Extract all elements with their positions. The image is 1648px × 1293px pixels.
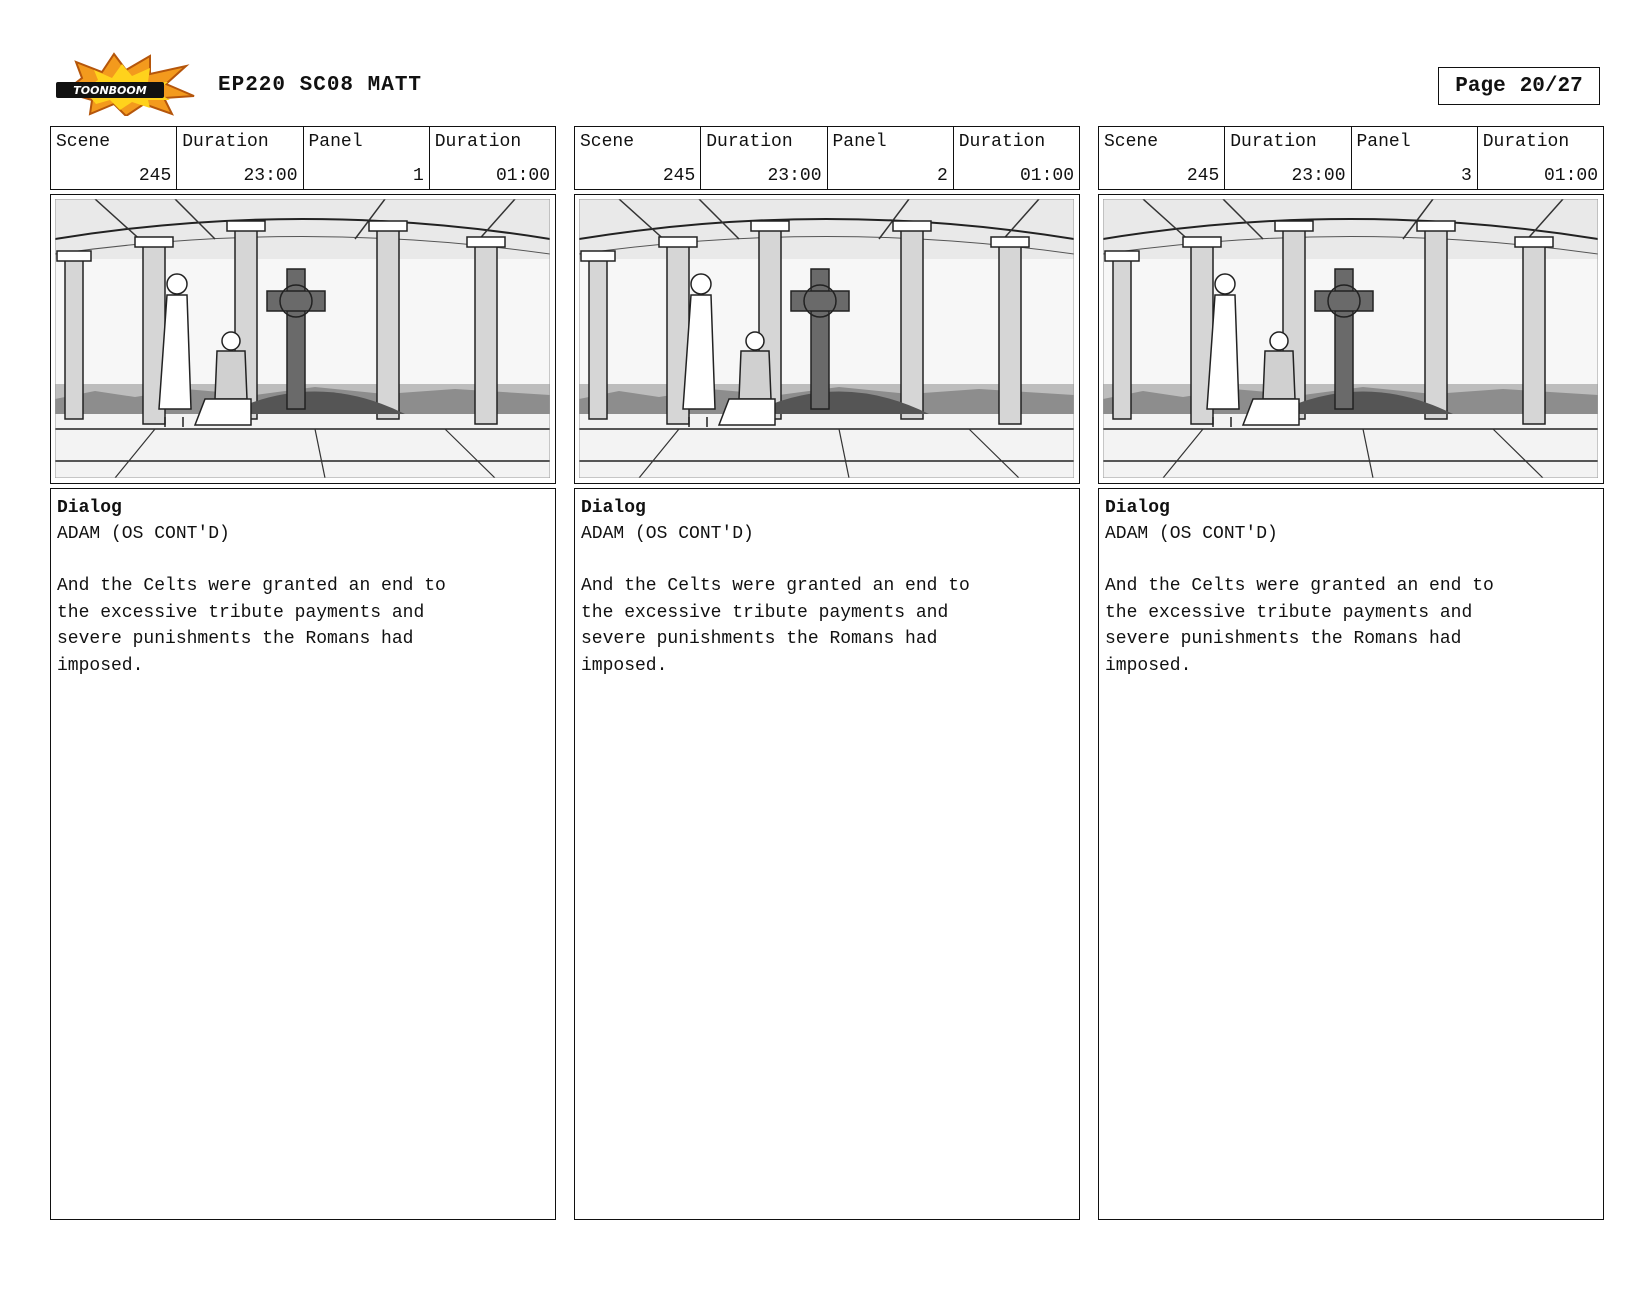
panel-cell [304, 127, 430, 189]
panel-cell [828, 127, 954, 189]
storyboard-image [574, 194, 1080, 484]
panel-value: 1 [412, 166, 424, 186]
page-indicator [1438, 67, 1600, 105]
panel-duration-label: Duration [1482, 132, 1570, 152]
dialog-text: And the Celts were granted an end to the excessive tribute payments and severe punishments the Romans had imposed. [581, 576, 970, 676]
panel-label: Panel [832, 132, 887, 152]
scene-duration-label: Duration [1230, 132, 1317, 152]
panel-meta [1098, 126, 1604, 190]
scene-cell [51, 127, 177, 189]
scene-value: 245 [1186, 166, 1220, 186]
scene-duration-label: Duration [182, 132, 269, 152]
panel-meta [50, 126, 556, 190]
page-number: 20/27 [1519, 74, 1583, 98]
scene-duration-cell [1225, 127, 1351, 189]
dialog-box [574, 488, 1080, 1220]
toonboom-logo [54, 52, 198, 116]
panel-duration-value: 01:00 [1019, 166, 1074, 186]
scene-cell [575, 127, 701, 189]
scene-label: Scene [1104, 132, 1159, 152]
dialog-box [1098, 488, 1604, 1220]
panel-value: 2 [936, 166, 948, 186]
scene-value: 245 [138, 166, 172, 186]
panel-cell [1352, 127, 1478, 189]
scene-duration-cell [701, 127, 827, 189]
scene-duration-cell [177, 127, 303, 189]
storyboard-image [1098, 194, 1604, 484]
speaker-name: ADAM (OS CONT'D) [57, 524, 230, 544]
logo-text: TOONBOOM [73, 84, 147, 97]
panel-duration-value: 01:00 [495, 166, 550, 186]
scene-duration-value: 23:00 [1291, 166, 1346, 186]
document-title: EP220 SC08 MATT [218, 74, 423, 97]
scene-value: 245 [662, 166, 696, 186]
panel-duration-cell [954, 127, 1079, 189]
dialog-box [50, 488, 556, 1220]
dialog-label: Dialog [581, 498, 646, 518]
panel-duration-value: 01:00 [1543, 166, 1598, 186]
storyboard-image [50, 194, 556, 484]
panel-duration-cell [430, 127, 555, 189]
panel-meta [574, 126, 1080, 190]
speaker-name: ADAM (OS CONT'D) [581, 524, 754, 544]
scene-duration-value: 23:00 [243, 166, 298, 186]
panel-value: 3 [1460, 166, 1472, 186]
dialog-label: Dialog [57, 498, 122, 518]
panel-label: Panel [308, 132, 363, 152]
dialog-label: Dialog [1105, 498, 1170, 518]
scene-duration-value: 23:00 [767, 166, 822, 186]
speaker-name: ADAM (OS CONT'D) [1105, 524, 1278, 544]
scene-duration-label: Duration [706, 132, 793, 152]
scene-cell [1099, 127, 1225, 189]
page-label: Page [1455, 74, 1506, 98]
dialog-text: And the Celts were granted an end to the excessive tribute payments and severe punishments the Romans had imposed. [57, 576, 446, 676]
panel-duration-label: Duration [958, 132, 1046, 152]
scene-label: Scene [580, 132, 635, 152]
scene-label: Scene [56, 132, 111, 152]
dialog-text: And the Celts were granted an end to the excessive tribute payments and severe punishments the Romans had imposed. [1105, 576, 1494, 676]
panel-duration-cell [1478, 127, 1603, 189]
panel-label: Panel [1356, 132, 1411, 152]
panel-duration-label: Duration [434, 132, 522, 152]
